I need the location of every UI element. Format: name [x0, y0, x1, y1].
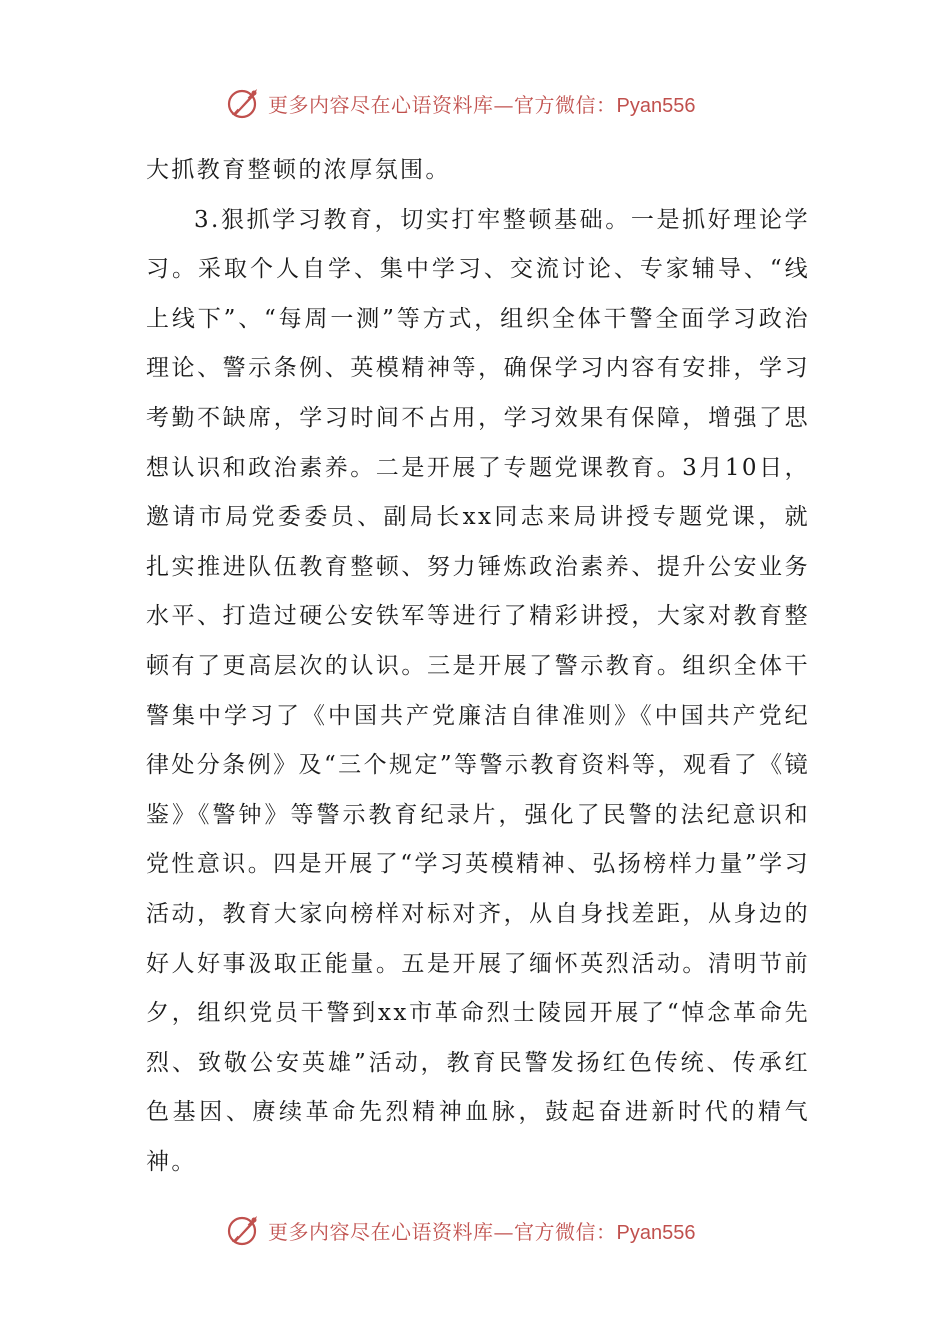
footer-watermark-text: 更多内容尽在心语资料库—官方微信：Pyan556 — [268, 1219, 696, 1244]
paragraph-study-education: 3.狠抓学习教育，切实打牢整顿基础。一是抓好理论学习。采取个人自学、集中学习、交流讨论、专家辅导、“线上线下”、“每周一测”等方式，组织全体干警全面学习政治理论、警示条例、英模精神等，确保学习内容有安排，学习考勤不缺席，学习时间不占用，学习效果有保障，增强了思想认识和政治素养。二是开展了专题党课教育。3月10日，邀请市局党委委员、副局长xx同志来局讲授专题党课，就扎实推进队伍教育整顿、努力锤炼政治素养、提升公安业务水平、打造过硬公安铁军等进行了精彩讲授，大家对教育整顿有了更高层次的认识。三是开展了警示教育。组织全体干警集中学习了《中国共产党廉洁自律准则》《中国共产党纪律处分条例》及“三个规定”等警示教育资料等，观看了《镜鉴》《警钟》等警示教育纪录片，强化了民警的法纪意识和党性意识。四是开展了“学习英模精神、弘扬榜样力量”学习活动，教育大家向榜样对标对齐，从自身找差距，从身边的好人好事汲取正能量。五是开展了缅怀英烈活动。清明节前夕，组织党员干警到xx市革命烈士陵园开展了“悼念革命先烈、致敬公安英雄”活动，教育民警发扬红色传统、传承红色基因、赓续革命先烈精神血脉，鼓起奋进新时代的精气神。 — [146, 206, 810, 1175]
footer-wechat-id: Pyan556 — [616, 1221, 696, 1244]
paragraph-continuation: 大抓教育整顿的浓厚氛围。 — [146, 157, 451, 183]
quill-pen-logo-icon — [226, 1212, 262, 1248]
header-watermark-text: 更多内容尽在心语资料库—官方微信：Pyan556 — [268, 92, 696, 117]
header-watermark-banner — [226, 83, 726, 123]
quill-pen-logo-icon — [226, 85, 262, 121]
footer-watermark-banner — [226, 1210, 726, 1250]
document-body — [146, 146, 810, 1187]
header-wechat-id: Pyan556 — [616, 94, 696, 117]
